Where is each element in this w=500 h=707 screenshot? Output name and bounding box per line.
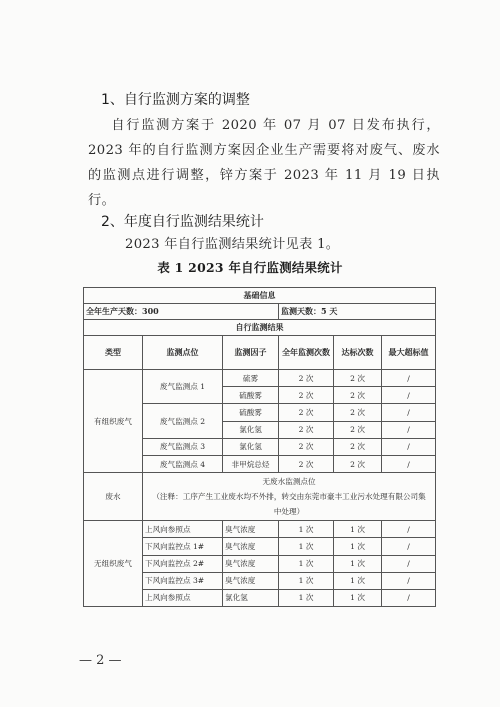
production-days: 全年生产天数：300 xyxy=(84,304,279,320)
column-header: 达标次数 xyxy=(334,336,382,370)
max-cell: / xyxy=(382,555,436,572)
column-header: 监测因子 xyxy=(223,336,279,370)
basic-info-title-row xyxy=(84,288,436,304)
point-cell: 上风向参照点 xyxy=(143,589,223,606)
results-table xyxy=(83,287,436,607)
ok-cell: 1 次 xyxy=(334,555,382,572)
section1-heading: 1、自行监测方案的调整 xyxy=(101,92,250,108)
wastewater-note: （注释：工序产生工业废水均不外排，转交由东莞市豪丰工业污水处理有限公司集中处理） xyxy=(152,492,426,517)
max-cell: / xyxy=(382,370,436,387)
max-cell: / xyxy=(382,387,436,404)
count-cell: 1 次 xyxy=(279,555,334,572)
page-number: — 2 — xyxy=(79,653,122,668)
factor-cell: 臭气浓度 xyxy=(223,572,279,589)
point-cell: 上风向参照点 xyxy=(143,521,223,538)
factor-cell: 硫酸雾 xyxy=(223,387,279,404)
ok-cell: 2 次 xyxy=(334,404,382,421)
ok-cell: 1 次 xyxy=(334,572,382,589)
factor-cell: 臭气浓度 xyxy=(223,521,279,538)
ok-cell: 1 次 xyxy=(334,538,382,555)
point-cell: 废气监测点 1 xyxy=(143,370,223,404)
section2-intro: 2023 年自行监测结果统计见表 1。 xyxy=(125,237,340,252)
max-cell: / xyxy=(382,438,436,455)
ok-cell: 2 次 xyxy=(334,370,382,387)
column-header: 全年监测次数 xyxy=(279,336,334,370)
ok-cell: 2 次 xyxy=(334,421,382,438)
section1-paragraph xyxy=(88,113,440,213)
column-header: 监测点位 xyxy=(143,336,223,370)
point-cell: 下风向监控点 1# xyxy=(143,538,223,555)
factor-cell: 硫酸雾 xyxy=(223,404,279,421)
max-cell: / xyxy=(382,455,436,472)
type-cell: 有组织废气 xyxy=(84,370,143,473)
max-cell: / xyxy=(382,521,436,538)
max-cell: / xyxy=(382,572,436,589)
max-cell: / xyxy=(382,538,436,555)
column-header: 最大超标值 xyxy=(382,336,436,370)
factor-cell: 臭气浓度 xyxy=(223,538,279,555)
type-cell: 废水 xyxy=(84,473,143,521)
point-cell: 废气监测点 2 xyxy=(143,404,223,438)
monitoring-days: 监测天数：5 天 xyxy=(279,304,436,320)
column-header-row xyxy=(84,336,436,370)
basic-info-title: 基础信息 xyxy=(84,288,436,304)
point-cell: 废气监测点 3 xyxy=(143,438,223,455)
count-cell: 1 次 xyxy=(279,538,334,555)
wastewater-cell xyxy=(143,473,436,521)
results-title: 自行监测结果 xyxy=(84,320,436,336)
count-cell: 2 次 xyxy=(279,438,334,455)
section1-paragraph-text: 自行监测方案于 2020 年 07 月 07 日发布执行，2023 年的自行监测方案因企业生产需要将对废气、废水的监测点进行调整，锌方案于 2023 年 11 月 19 日执行。 xyxy=(88,118,440,208)
ok-cell: 2 次 xyxy=(334,455,382,472)
point-cell: 下风向监控点 2# xyxy=(143,555,223,572)
section2-heading: 2、年度自行监测结果统计 xyxy=(101,214,264,230)
wastewater-row xyxy=(84,473,436,521)
count-cell: 2 次 xyxy=(279,370,334,387)
table-caption: 表 1 2023 年自行监测结果统计 xyxy=(157,260,343,275)
factor-cell: 氯化氢 xyxy=(223,421,279,438)
basic-info-row xyxy=(84,304,436,320)
factor-cell: 氯化氢 xyxy=(223,589,279,606)
unorganized-row xyxy=(84,521,436,538)
type-cell: 无组织废气 xyxy=(84,521,143,607)
max-cell: / xyxy=(382,589,436,606)
ok-cell: 1 次 xyxy=(334,521,382,538)
max-cell: / xyxy=(382,421,436,438)
ok-cell: 2 次 xyxy=(334,387,382,404)
results-title-row xyxy=(84,320,436,336)
ok-cell: 1 次 xyxy=(334,589,382,606)
point-cell: 废气监测点 4 xyxy=(143,455,223,472)
factor-cell: 氯化氢 xyxy=(223,438,279,455)
count-cell: 2 次 xyxy=(279,455,334,472)
point-cell: 下风向监控点 3# xyxy=(143,572,223,589)
ok-cell: 2 次 xyxy=(334,438,382,455)
count-cell: 1 次 xyxy=(279,572,334,589)
wastewater-line1: 无废水监测点位 xyxy=(262,477,316,487)
count-cell: 1 次 xyxy=(279,521,334,538)
count-cell: 2 次 xyxy=(279,387,334,404)
column-header: 类型 xyxy=(84,336,143,370)
count-cell: 2 次 xyxy=(279,404,334,421)
factor-cell: 非甲烷总烃 xyxy=(223,455,279,472)
factor-cell: 臭气浓度 xyxy=(223,555,279,572)
count-cell: 2 次 xyxy=(279,421,334,438)
factor-cell: 硫雾 xyxy=(223,370,279,387)
max-cell: / xyxy=(382,404,436,421)
organized-row xyxy=(84,370,436,387)
count-cell: 1 次 xyxy=(279,589,334,606)
